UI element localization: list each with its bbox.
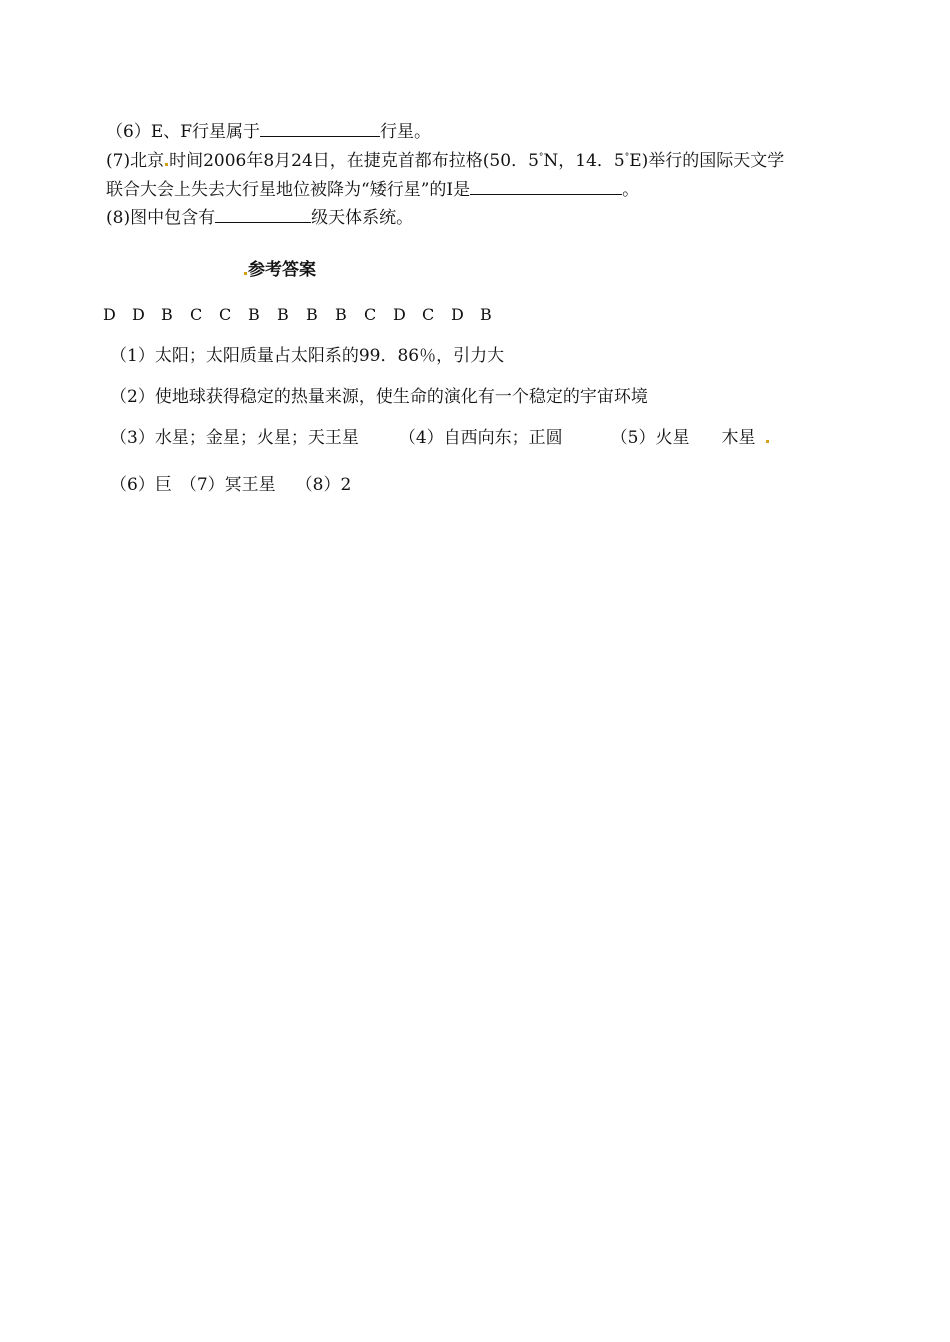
question-7-text-d: E)举行的国际天文学: [629, 151, 785, 171]
choice-answer: B: [277, 305, 289, 324]
degree-symbol: °: [538, 152, 544, 163]
answer-6: （6）巨: [110, 475, 172, 495]
answer-5-value: 木星: [721, 428, 756, 448]
edit-mark: [766, 440, 769, 443]
answers-3-4-5: [110, 426, 770, 450]
answer-7: （7）冥王星: [179, 475, 276, 495]
question-8-suffix: 级天体系统。: [311, 208, 414, 228]
answers-6-7-8: [110, 473, 351, 497]
question-7-text-b: 时间2006年8月24日，在捷克首都布拉格(50．5: [169, 151, 539, 171]
choice-answer: D: [451, 305, 464, 324]
answer-1: （1）太阳；太阳质量占太阳系的99．86％，引力大: [110, 346, 505, 366]
answer-blank: [215, 206, 311, 223]
choice-answer: C: [219, 305, 232, 324]
choice-answer: C: [422, 305, 435, 324]
choice-answer: B: [161, 305, 173, 324]
answer-blank: [470, 178, 622, 195]
choice-answers: [103, 303, 509, 327]
answer-5-label: （5）火星: [610, 428, 690, 448]
question-7-line-1: [106, 149, 784, 173]
answers-heading: [243, 258, 316, 282]
question-8-prefix: (8)图中包含有: [106, 208, 216, 228]
answer-blank: [260, 120, 380, 137]
question-6: [106, 120, 431, 144]
choice-answer: B: [248, 305, 260, 324]
choice-answer: B: [306, 305, 318, 324]
answer-4: （4）自西向东；正圆: [398, 428, 563, 448]
question-7-line-2: [106, 178, 639, 202]
question-8: [106, 206, 413, 230]
edit-mark: [165, 163, 168, 166]
choice-answer: D: [132, 305, 145, 324]
question-6-prefix: （6）E、F行星属于: [106, 122, 261, 142]
question-6-suffix: 行星。: [380, 122, 432, 142]
question-7-text-a: (7)北京: [106, 151, 165, 171]
choice-answer: B: [335, 305, 347, 324]
answers-heading-text: 参考答案: [248, 260, 316, 280]
question-7-line-2-suffix: 。: [622, 180, 640, 200]
answer-3: （3）水星；金星；火星；天王星: [110, 428, 359, 448]
question-7-line-2-prefix: 联合大会上失去大行星地位被降为“矮行星”的I是: [106, 180, 471, 200]
answer-8: （8）2: [295, 475, 352, 495]
choice-answer: D: [393, 305, 406, 324]
choice-answer: B: [480, 305, 492, 324]
edit-mark: [244, 272, 247, 275]
choice-answer: C: [190, 305, 203, 324]
degree-symbol: °: [624, 152, 630, 163]
answer-2: （2）使地球获得稳定的热量来源，使生命的演化有一个稳定的宇宙环境: [110, 387, 648, 407]
choice-answer: C: [364, 305, 377, 324]
choice-answer: D: [103, 305, 116, 324]
question-7-text-c: N，14．5: [543, 151, 625, 171]
